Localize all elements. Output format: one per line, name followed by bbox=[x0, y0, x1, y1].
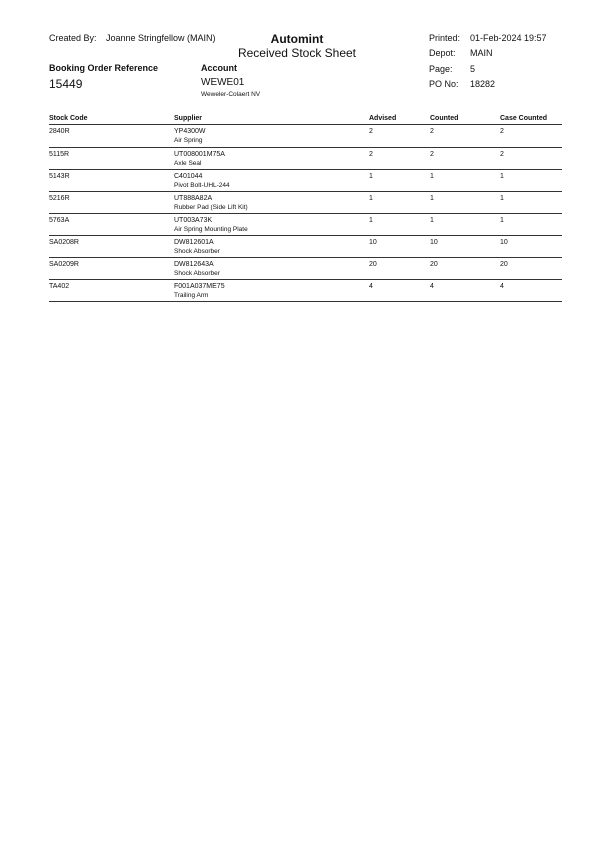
row-supplier-code: C401044 bbox=[174, 173, 203, 180]
row-supplier-code: UT008001M75A bbox=[174, 151, 225, 158]
row-divider bbox=[49, 169, 562, 170]
created-by-value: Joanne Stringfellow (MAIN) bbox=[106, 33, 216, 43]
po-value: 18282 bbox=[470, 79, 496, 89]
row-description: Rubber Pad (Side Lift Kit) bbox=[174, 204, 248, 211]
row-description: Shock Absorber bbox=[174, 270, 220, 277]
row-counted: 10 bbox=[430, 239, 438, 246]
row-description: Axle Seal bbox=[174, 160, 202, 167]
row-divider bbox=[49, 147, 562, 148]
row-counted: 1 bbox=[430, 217, 434, 224]
row-supplier-code: F001A037ME75 bbox=[174, 283, 225, 290]
row-case-counted: 20 bbox=[500, 261, 508, 268]
row-divider bbox=[49, 213, 562, 214]
row-description: Air Spring bbox=[174, 137, 203, 144]
col-advised: Advised bbox=[369, 115, 397, 122]
created-by-label: Created By: bbox=[49, 33, 97, 43]
row-case-counted: 2 bbox=[500, 128, 504, 135]
row-stock-code: 5763A bbox=[49, 217, 70, 224]
company-name: Automint bbox=[270, 32, 324, 46]
row-description: Shock Absorber bbox=[174, 248, 220, 255]
col-supplier: Supplier bbox=[174, 115, 203, 122]
row-stock-code: TA402 bbox=[49, 283, 70, 290]
row-counted: 1 bbox=[430, 173, 434, 180]
row-advised: 1 bbox=[369, 173, 373, 180]
row-stock-code: 5143R bbox=[49, 173, 70, 180]
row-stock-code: 5216R bbox=[49, 195, 70, 202]
row-advised: 1 bbox=[369, 195, 373, 202]
row-advised: 2 bbox=[369, 128, 373, 135]
row-case-counted: 2 bbox=[500, 151, 504, 158]
row-supplier-code: YP4300W bbox=[174, 128, 206, 135]
row-divider bbox=[49, 279, 562, 280]
printed-value: 01-Feb-2024 19:57 bbox=[470, 33, 547, 43]
depot-value: MAIN bbox=[470, 48, 493, 58]
col-stock-code: Stock Code bbox=[49, 115, 88, 122]
col-case-counted: Case Counted bbox=[500, 115, 548, 122]
row-advised: 4 bbox=[369, 283, 373, 290]
row-advised: 10 bbox=[369, 239, 377, 246]
depot-label: Depot: bbox=[429, 48, 456, 58]
row-supplier-code: DW812601A bbox=[174, 239, 214, 246]
row-divider bbox=[49, 235, 562, 236]
row-stock-code: SA0208R bbox=[49, 239, 79, 246]
row-description: Pivot Bolt-UHL-244 bbox=[174, 182, 230, 189]
row-case-counted: 10 bbox=[500, 239, 508, 246]
row-counted: 2 bbox=[430, 128, 434, 135]
row-divider bbox=[49, 257, 562, 258]
booking-order-value: 15449 bbox=[49, 77, 83, 91]
row-supplier-code: UT003A73K bbox=[174, 217, 213, 224]
page-value: 5 bbox=[470, 64, 476, 74]
row-divider bbox=[49, 191, 562, 192]
col-counted: Counted bbox=[430, 115, 459, 122]
row-stock-code: 2840R bbox=[49, 128, 70, 135]
row-counted: 4 bbox=[430, 283, 434, 290]
row-counted: 2 bbox=[430, 151, 434, 158]
document-title: Received Stock Sheet bbox=[237, 46, 357, 60]
row-case-counted: 1 bbox=[500, 217, 504, 224]
po-label: PO No: bbox=[429, 79, 459, 89]
row-counted: 1 bbox=[430, 195, 434, 202]
row-advised: 20 bbox=[369, 261, 377, 268]
booking-order-label: Booking Order Reference bbox=[49, 63, 159, 73]
account-label: Account bbox=[201, 63, 237, 73]
row-counted: 20 bbox=[430, 261, 438, 268]
row-supplier-code: DW812643A bbox=[174, 261, 214, 268]
row-supplier-code: UT888A82A bbox=[174, 195, 213, 202]
account-code: WEWE01 bbox=[201, 77, 245, 88]
row-description: Trailing Arm bbox=[174, 292, 209, 299]
row-stock-code: 5115R bbox=[49, 151, 70, 158]
row-case-counted: 1 bbox=[500, 173, 504, 180]
account-name: Weweler-Colaert NV bbox=[201, 91, 261, 98]
row-advised: 1 bbox=[369, 217, 373, 224]
row-stock-code: SA0209R bbox=[49, 261, 79, 268]
row-description: Air Spring Mounting Plate bbox=[174, 226, 248, 233]
header-divider bbox=[49, 124, 562, 125]
row-case-counted: 4 bbox=[500, 283, 504, 290]
printed-label: Printed: bbox=[429, 33, 461, 43]
row-case-counted: 1 bbox=[500, 195, 504, 202]
row-advised: 2 bbox=[369, 151, 373, 158]
page-label: Page: bbox=[429, 64, 453, 74]
row-divider bbox=[49, 301, 562, 302]
